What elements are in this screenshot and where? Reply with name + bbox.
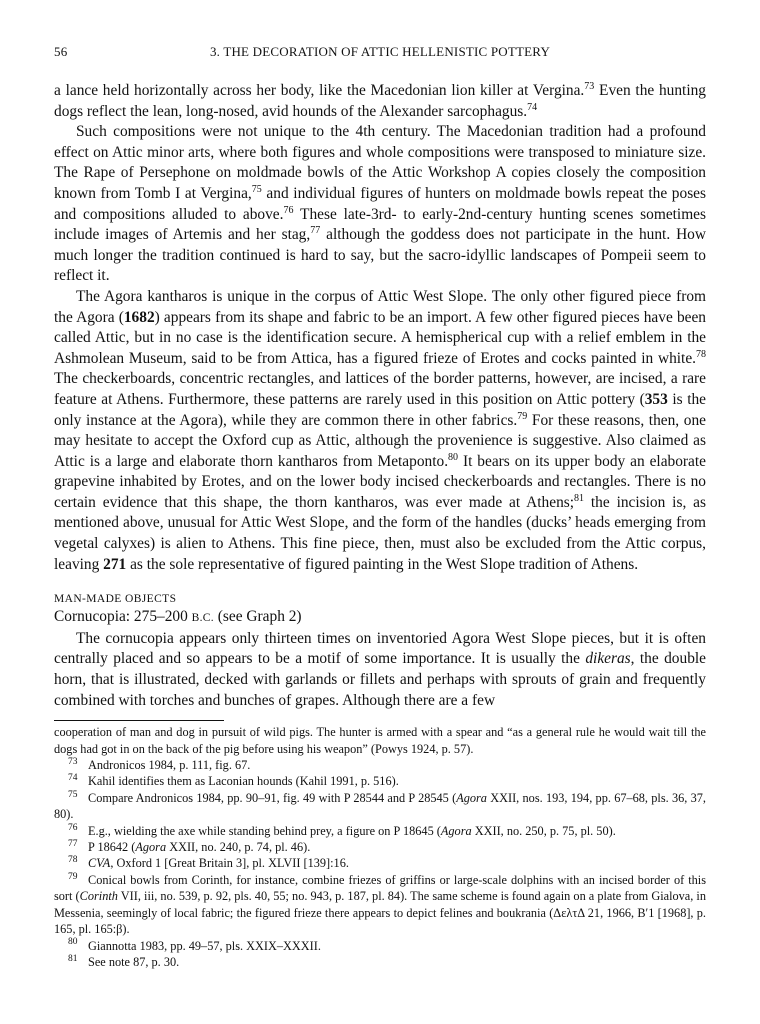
footnote-80: 80 Giannotta 1983, pp. 49–57, pls. XXIX–XXXII. (68, 937, 321, 953)
paragraph: Such compositions were not unique to the 4th century. The Macedonian tradition had a profound effect on Attic minor arts, where both figures and whole compositions were transposed to miniature size. The Rape of Persephone on moldmade bowls of the Attic Workshop A copies closely the composition known from Tomb I at Vergina,$^{75}$ and individual figures of hunters on moldmade bowls repeat the poses and compositions alluded to above.$^{76}$ These late-3rd- to early-2nd-century hunting scenes sometimes include images of Artemis and her stag,$^{77}$ although the goddess does not participate in the hunt. How much longer the tradition continued is hard to say, but the sacro-idyllic landscapes of Pompeii seem to reflect it. (54, 123, 706, 285)
footnote-77: 77 P 18642 (Agora XXII, no. 240, p. 74, pl. 46). (68, 838, 311, 855)
footnote-78: 78 CVA, Oxford 1 [Great Britain 3], pl. XLVII [139]:16. (68, 855, 349, 871)
footnote-81: 81 See note 87, p. 30. (68, 953, 180, 969)
subheading (54, 607, 706, 629)
paragraph: The cornucopia appears only thirteen times on inventoried Agora West Slope pieces, but it is often centrally placed and so appears to be a motif of some importance. It is usually the dikeras, the double horn, that is illustrated, decked with garlands or fillets and perhaps with sprouts of grain and frequently combined with torches and bunches of grapes. Although there are a few (54, 629, 706, 709)
section-heading: MAN-MADE OBJECTS (54, 593, 177, 606)
body-text (54, 81, 706, 711)
footnote-73: 73 Andronicos 1984, p. 111, fig. 67. (68, 756, 251, 773)
page-number: 56 (54, 44, 68, 59)
subheading-era: B.C. (191, 612, 214, 625)
footnote-continued: cooperation of man and dog in pursuit of wild pigs. The hunter is armed with a spear and “as a general rule he would wait till the dogs had got in on the back of the pig before using his weapon” (Powys 1924, p. 57). (54, 725, 706, 756)
subheading-graph-ref: (see Graph 2) (213, 608, 302, 626)
page (54, 44, 706, 1004)
running-head (54, 44, 706, 64)
footnote-74: 74 Kahil identifies them as Laconian hounds (Kahil 1991, p. 516). (68, 773, 399, 789)
footnote-76: 76 E.g., wielding the axe while standing behind prey, a figure on P 18645 (Agora XXII, no. 250, p. 75, pl. 50). (68, 822, 616, 838)
subheading-text: Cornucopia: 275–200 (54, 608, 192, 626)
footnote-79: 79 Conical bowls from Corinth, for instance, combine friezes of griffins or large-scale dolphins with an incised border of this sort (Corinth VII, iii, no. 539, p. 92, pls. 40, 55; no. 943, p. 187, pl. 84). The same scheme is found again on a plate from Gialova, in Messenia, seemingly of local fabric; the figured frieze there appears to depict felines and boukrania (ΔελτΔ 21, 1966, B′1 [1968], p. 165, pl. 165:β). (54, 871, 706, 937)
paragraph: The Agora kantharos is unique in the corpus of Attic West Slope. The only other figured piece from the Agora (1682) appears from its shape and fabric to be an import. A few other figured pieces have been called Attic, but in no case is the identification secure. A hemispherical cup with a relief emblem in the Ashmolean Museum, said to be from Attica, has a figured frieze of Erotes and cocks painted in white.$^{78}$ The checkerboards, concentric rectangles, and lattices of the border patterns, however, are incised, a rare feature at Athens. Furthermore, these patterns are rarely used in this position on Attic pottery (353 is the only instance at the Agora), while they are common there in other fabrics.$^{79}$ For these reasons, then, one may hesitate to accept the Oxford cup as Attic, although the provenience is suggestive. Also claimed as Attic is a large and elaborate thorn kantharos from Metaponto.$^{80}$ It bears on its upper body an elaborate grapevine inhabited by Erotes, and on the lower body incised checkerboards and rectangles. There is no certain evidence that this shape, the thorn kantharos, was ever made at Athens;$^{81}$ the incision is, as mentioned above, unusual for Attic West Slope, and the form of the handles (ducks’ heads emerging from vegetal calyxes) is alien to Athens. This fine piece, then, must also be excluded from the Attic corpus, leaving 271 as the sole representative of figured painting in the West Slope tradition of Athens. (54, 287, 706, 573)
chapter-title: 3. THE DECORATION OF ATTIC HELLENISTIC POTTERY (209, 44, 551, 59)
footnote-75: 75 Compare Andronicos 1984, pp. 90–91, fig. 49 with P 28544 and P 28545 (Agora XXII, nos. 193, 194, pp. 67–68, pls. 36, 37, 80). (54, 789, 706, 822)
paragraph-continued: a lance held horizontally across her body, like the Macedonian lion killer at Vergina.$^{73}$ Even the hunting dogs reflect the lean, long-nosed, avid hounds of the Alexander sarcophagus.$^{74}$ (54, 80, 706, 120)
footnote-rule (54, 720, 224, 721)
footnotes (54, 724, 706, 970)
